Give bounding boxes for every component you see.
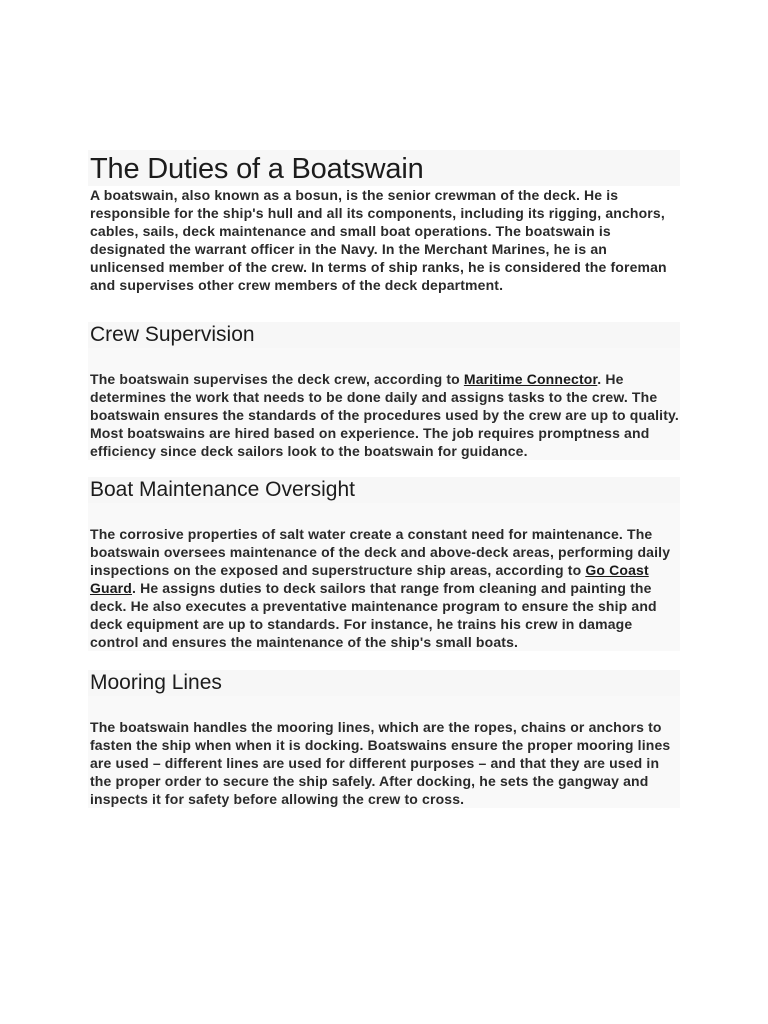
section-paragraph-mooring-lines: The boatswain handles the mooring lines, which are the ropes, chains or anchors to fasten the ship when when it is docking. Boatswains ensure the proper mooring lines are used – different lines are used for different purposes – and that they are used in the proper order to secure the ship safely. After docking, he sets the gangway and inspects it for safety before allowing the crew to cross.	[90, 719, 671, 807]
maritime-connector-link[interactable]: Maritime Connector	[463, 371, 598, 387]
section-heading-mooring-lines: Mooring Lines	[88, 670, 680, 696]
section-paragraph-boat-maintenance	[88, 525, 680, 651]
section-heading-crew-supervision: Crew Supervision	[88, 322, 680, 348]
section-crew-supervision	[88, 322, 680, 460]
paragraph-text: . He determines the work that needs to be done daily and assigns tasks to the crew. The boatswain ensures the standards of the procedures used by the crew are up to quality. Most boatswains are hired based on experience. The job requires promptness and efficiency since deck sailors look to the boatswain for guidance.	[90, 371, 679, 459]
go-coast-guard-link[interactable]: Go Coast Guard	[90, 562, 649, 596]
paragraph-text: . He assigns duties to deck sailors that range from cleaning and painting the deck. He also executes a preventative maintenance program to ensure the ship and deck equipment are up to standards. For instance, he trains his crew in damage control and ensures the maintenance of the ship's small boats.	[90, 580, 657, 650]
article	[88, 150, 680, 808]
intro-paragraph: A boatswain, also known as a bosun, is the senior crewman of the deck. He is responsible for the ship's hull and all its components, including its rigging, anchors, cables, sails, deck maintenance and small boat operations. The boatswain is designated the warrant officer in the Navy. In the Merchant Marines, he is an unlicensed member of the crew. In terms of ship ranks, he is considered the foreman and supervises other crew members of the deck department.	[90, 187, 667, 293]
paragraph-text: The boatswain supervises the deck crew, according to	[90, 371, 464, 387]
section-boat-maintenance	[88, 477, 680, 651]
section-heading-boat-maintenance: Boat Maintenance Oversight	[88, 477, 680, 503]
section-mooring-lines	[88, 670, 680, 808]
page-title: The Duties of a Boatswain	[88, 150, 680, 186]
section-paragraph-crew-supervision	[88, 370, 680, 460]
paragraph-text: The corrosive properties of salt water create a constant need for maintenance. The boatswain oversees maintenance of the deck and above-deck areas, performing daily inspections on the exposed and superstructure ship areas, according to	[90, 526, 671, 578]
